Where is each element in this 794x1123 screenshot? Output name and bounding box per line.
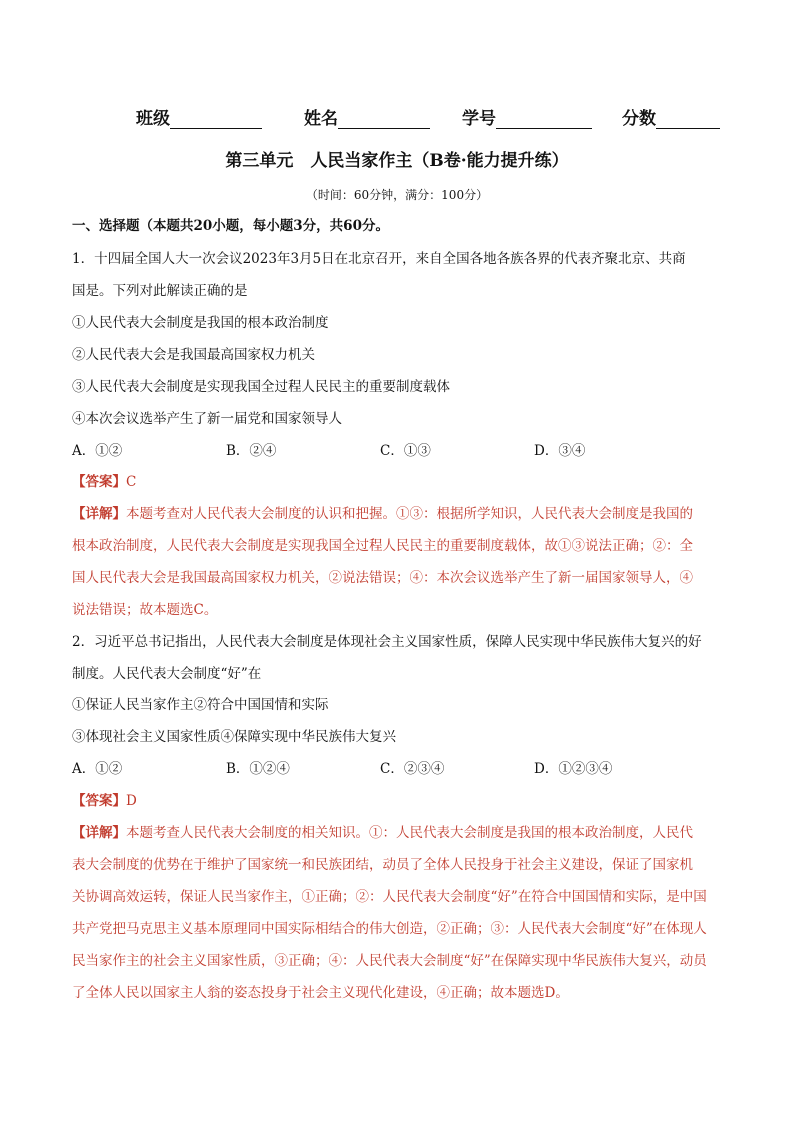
q2-answer-label: 【答案】 — [72, 793, 126, 809]
class-blank — [170, 106, 262, 129]
student-id-field — [462, 104, 592, 129]
name-field — [304, 104, 430, 129]
q2-detail-line5: 民当家作主的社会主义国家性质，③正确；④：人民代表大会制度“好”在保障实现中华民族伟大复兴，动员 — [72, 953, 707, 969]
q2-detail-line4: 共产党把马克思主义基本原理同中国实际相结合的伟大创造，②正确；③：人民代表大会制度“好”在体现人 — [72, 921, 707, 937]
student-id-blank — [496, 106, 592, 129]
score-blank — [656, 106, 720, 129]
q1-stem-line1: 1．十四届全国人大一次会议2023年3月5日在北京召开，来自全国各地各族各界的代表齐聚北京、共商 — [72, 251, 686, 267]
q1-answer-value: C — [126, 474, 137, 490]
q1-choice-c: C．①③ — [380, 443, 431, 459]
q1-stem-line2: 国是。下列对此解读正确的是 — [72, 283, 248, 299]
q2-detail-text1: 本题考查人民代表大会制度的相关知识。①：人民代表大会制度是我国的根本政治制度，人民代 — [126, 825, 693, 841]
name-label: 姓名 — [304, 109, 338, 129]
q2-stem-line1: 2．习近平总书记指出，人民代表大会制度是体现社会主义国家性质，保障人民实现中华民族伟大复兴的好 — [72, 634, 702, 650]
q2-options-12: ①保证人民当家作主②符合中国国情和实际 — [72, 697, 329, 713]
q1-detail-label: 【详解】 — [72, 506, 126, 522]
student-id-label: 学号 — [462, 109, 496, 129]
q2-detail-line6: 了全体人民以国家主人翁的姿态投身于社会主义现代化建设，④正确；故本题选D。 — [72, 985, 569, 1001]
page-title: 第三单元 人民当家作主（B卷·能力提升练） — [225, 151, 569, 171]
q2-stem-line2: 制度。人民代表大会制度“好”在 — [72, 666, 262, 682]
q2-choice-a: A．①② — [72, 761, 123, 777]
q2-options-34: ③体现社会主义国家性质④保障实现中华民族伟大复兴 — [72, 729, 396, 745]
page-subtitle: （时间：60分钟，满分：100分） — [305, 188, 489, 202]
q1-choice-a: A．①② — [72, 443, 123, 459]
q1-option-3: ③人民代表大会制度是实现我国全过程人民民主的重要制度载体 — [72, 379, 450, 395]
q2-detail-line3: 关协调高效运转，保证人民当家作主，①正确；②：人民代表大会制度“好”在符合中国国情和实际，是中国 — [72, 889, 707, 905]
q2-detail-line2: 表大会制度的优势在于维护了国家统一和民族团结，动员了全体人民投身于社会主义建设，保证了国家机 — [72, 857, 693, 873]
q1-choice-b: B．②④ — [226, 443, 277, 459]
q1-detail-line1 — [72, 506, 693, 522]
class-label: 班级 — [136, 109, 170, 129]
q1-option-4: ④本次会议选举产生了新一届党和国家领导人 — [72, 411, 342, 427]
q2-answer-value: D — [126, 793, 137, 809]
q2-detail-label: 【详解】 — [72, 825, 126, 841]
score-label: 分数 — [622, 109, 656, 129]
q1-detail-line3: 国人民代表大会是我国最高国家权力机关，②说法错误；④：本次会议选举产生了新一届国家领导人，④ — [72, 570, 693, 586]
q2-choice-d: D．①②③④ — [534, 761, 613, 777]
q1-detail-line4: 说法错误；故本题选C。 — [72, 602, 218, 618]
q1-option-1: ①人民代表大会制度是我国的根本政治制度 — [72, 315, 329, 331]
q1-option-2: ②人民代表大会是我国最高国家权力机关 — [72, 347, 315, 363]
name-blank — [338, 106, 430, 129]
score-field — [622, 104, 720, 129]
q1-answer — [72, 474, 136, 490]
class-field — [136, 104, 262, 129]
q2-answer — [72, 793, 137, 809]
q1-detail-line2: 根本政治制度，人民代表大会制度是实现我国全过程人民民主的重要制度载体，故①③说法正确；②：全 — [72, 538, 693, 554]
q1-choice-d: D．③④ — [534, 443, 586, 459]
q2-detail-line1 — [72, 825, 693, 841]
q1-answer-label: 【答案】 — [72, 474, 126, 490]
q2-choice-c: C．②③④ — [380, 761, 445, 777]
q2-choice-b: B．①②④ — [226, 761, 290, 777]
section-heading: 一、选择题（本题共20小题，每小题3分，共60分。 — [72, 218, 389, 234]
q1-detail-text1: 本题考查对人民代表大会制度的认识和把握。①③：根据所学知识，人民代表大会制度是我国的 — [126, 506, 693, 522]
